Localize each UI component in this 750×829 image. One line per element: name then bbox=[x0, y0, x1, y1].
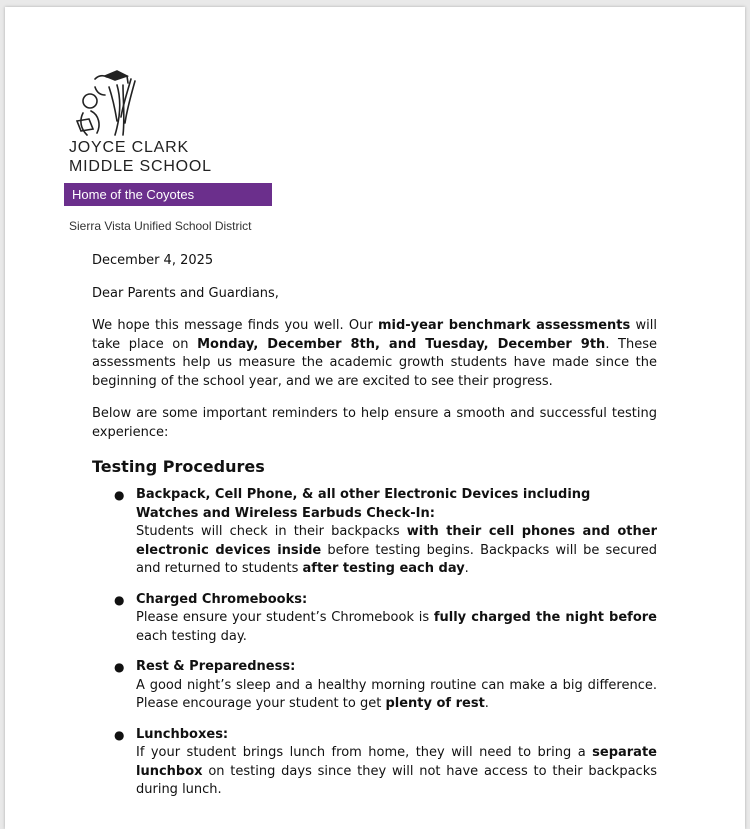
text-run: Students will check in their backpacks bbox=[136, 524, 407, 539]
list-item bbox=[92, 486, 657, 579]
bold-run: mid-year benchmark assessments bbox=[377, 318, 631, 333]
text-run: . bbox=[484, 696, 489, 711]
bullet-icon: ● bbox=[114, 592, 125, 607]
tagline-banner: Home of the Coyotes bbox=[64, 183, 272, 206]
item-title: Backpack, Cell Phone, & all other Electronic Devices including Watches and Wireless Earbuds Check-In: bbox=[136, 487, 591, 521]
text-run: We hope this message finds you well. Our bbox=[92, 318, 378, 333]
item-description bbox=[136, 677, 657, 714]
text-run: . bbox=[464, 561, 469, 576]
bullet-icon: ● bbox=[114, 727, 125, 742]
school-name-line2: MIDDLE SCHOOL bbox=[69, 158, 212, 175]
school-logo bbox=[65, 65, 145, 145]
item-description bbox=[136, 744, 657, 800]
text-run: on testing days since they will not have access to their backpacks during lunch. bbox=[136, 763, 657, 797]
text-run: before testing begins. Backpacks will be secured and returned to students bbox=[136, 542, 657, 576]
letter-page bbox=[5, 7, 745, 829]
item-description bbox=[136, 609, 657, 646]
salutation: Dear Parents and Guardians, bbox=[92, 285, 279, 301]
list-item bbox=[92, 591, 657, 647]
procedures-list bbox=[92, 486, 657, 800]
bullet-icon: ● bbox=[114, 660, 125, 674]
bold-run: fully charged the night before bbox=[433, 610, 657, 625]
coyote-graduate-icon bbox=[65, 65, 145, 141]
bold-run: plenty of rest bbox=[385, 696, 485, 711]
school-name-line1: JOYCE CLARK bbox=[69, 139, 189, 156]
letter-date: December 4, 2025 bbox=[92, 253, 214, 268]
text-run: If your student brings lunch from home, they will need to bring a bbox=[136, 745, 593, 760]
section-title: Testing Procedures bbox=[92, 457, 265, 476]
item-title: Lunchboxes: bbox=[136, 726, 229, 742]
letter-body bbox=[92, 252, 657, 812]
text-run: A good night’s sleep and a healthy morning routine can make a big difference. Please encourage your student to get bbox=[136, 677, 657, 711]
bold-run: Monday, December 8th, and Tuesday, December 9th bbox=[197, 336, 606, 352]
item-title: Charged Chromebooks: bbox=[136, 591, 308, 607]
school-name bbox=[69, 138, 212, 176]
bold-run: separate lunchbox bbox=[136, 745, 657, 779]
intro-paragraph bbox=[92, 317, 657, 391]
district-name: Sierra Vista Unified School District bbox=[69, 219, 252, 233]
bullet-icon: ● bbox=[114, 488, 125, 502]
text-run: each testing day. bbox=[136, 628, 247, 644]
text-run: will take place on bbox=[92, 318, 657, 352]
bold-run: with their cell phones and other electronic devices inside bbox=[136, 524, 657, 558]
reminders-paragraph: Below are some important reminders to help ensure a smooth and successful testing experience: bbox=[92, 406, 657, 440]
list-item bbox=[92, 726, 657, 800]
text-run: Please ensure your student’s Chromebook is bbox=[136, 610, 434, 625]
bold-run: after testing each day bbox=[302, 561, 465, 576]
text-run: . These assessments help us measure the academic growth students have made since the beginning of the school year, and we are excited to see their progress. bbox=[92, 336, 657, 389]
list-item bbox=[92, 658, 657, 714]
item-title: Rest & Preparedness: bbox=[136, 659, 296, 674]
item-description bbox=[136, 523, 657, 579]
